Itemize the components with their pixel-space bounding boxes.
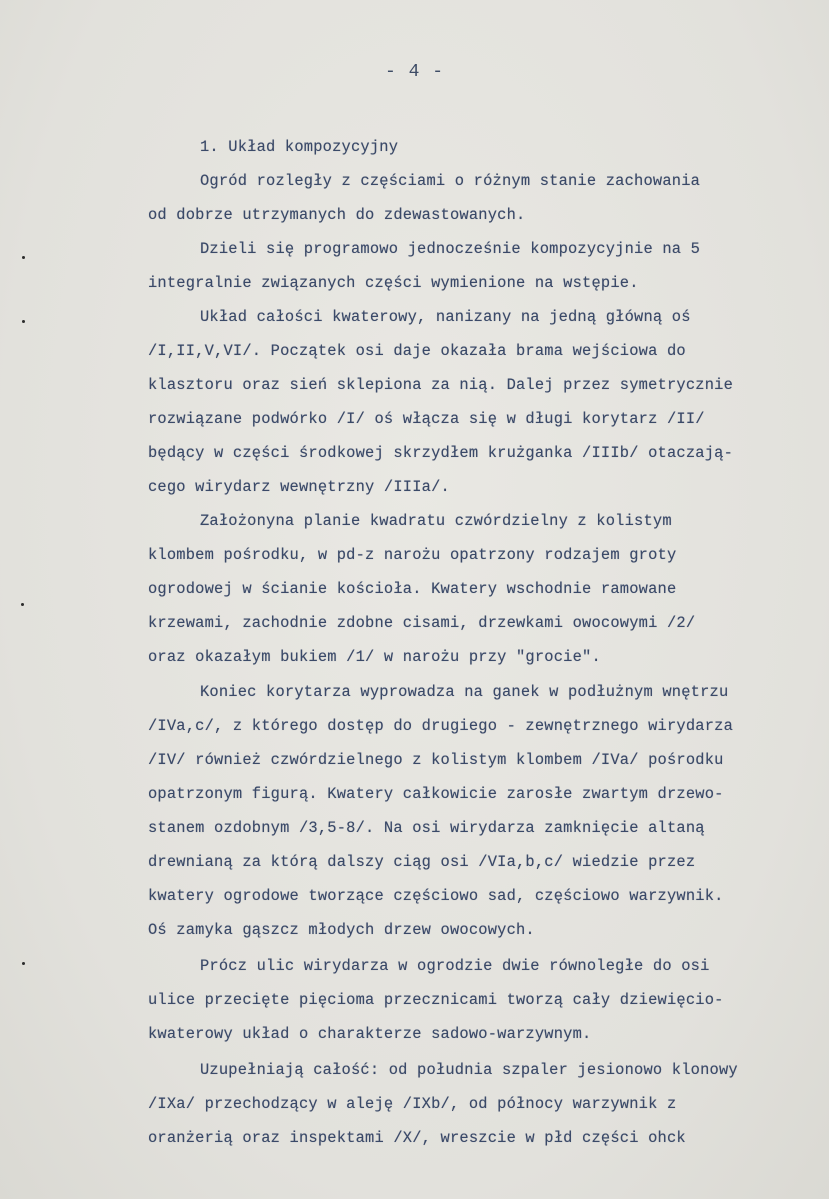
text-line: oraz okazałym bukiem /1/ w narożu przy "grocie".: [148, 648, 601, 666]
text-line: Koniec korytarza wyprowadza na ganek w podłużnym wnętrzu: [200, 683, 729, 701]
text-line: drewnianą za którą dalszy ciąg osi /VIa,b,c/ wiedzie przez: [148, 853, 696, 871]
text-line: rozwiązane podwórko /I/ oś włącza się w długi korytarz /II/: [148, 410, 705, 428]
text-line: Dzieli się programowo jednocześnie kompozycyjnie na 5: [200, 240, 701, 258]
text-line: od dobrze utrzymanych do zdewastowanych.: [148, 206, 526, 224]
page-number: - 4 -: [384, 62, 444, 82]
text-line: ulice przecięte pięcioma przecznicami tworzą cały dziewięcio-: [148, 991, 724, 1009]
text-line: integralnie związanych części wymienione na wstępie.: [148, 274, 639, 292]
text-line: Prócz ulic wirydarza w ogrodzie dwie równoległe do osi: [200, 957, 710, 975]
text-line: /IXa/ przechodzący w aleję /IXb/, od północy warzywnik z: [148, 1095, 677, 1113]
text-line: ogrodowej w ścianie kościoła. Kwatery wschodnie ramowane: [148, 580, 677, 598]
text-line: klombem pośrodku, w pd-z narożu opatrzony rodzajem groty: [148, 546, 677, 564]
text-line: Ogród rozległy z częściami o różnym stanie zachowania: [200, 172, 701, 190]
text-line: cego wirydarz wewnętrzny /IIIa/.: [148, 478, 450, 496]
text-line: kwaterowy układ o charakterze sadowo-warzywnym.: [148, 1025, 592, 1043]
text-line: Oś zamyka gąszcz młodych drzew owocowych.: [148, 921, 535, 939]
text-line: Układ całości kwaterowy, nanizany na jedną główną oś: [200, 308, 691, 326]
text-line: krzewami, zachodnie zdobne cisami, drzewkami owocowymi /2/: [148, 614, 696, 632]
text-line: stanem ozdobnym /3,5-8/. Na osi wirydarza zamknięcie altaną: [148, 819, 705, 837]
scan-speck: [22, 320, 25, 323]
scan-speck: [22, 962, 25, 965]
text-line: klasztoru oraz sień sklepiona za nią. Dalej przez symetrycznie: [148, 376, 734, 394]
text-line: /IV/ również czwórdzielnego z kolistym klombem /IVa/ pośrodku: [148, 751, 724, 769]
text-line: opatrzonym figurą. Kwatery całkowicie zarosłe zwartym drzewo-: [148, 785, 724, 803]
text-line: /IVa,c/, z którego dostęp do drugiego - zewnętrznego wirydarza: [148, 717, 734, 735]
text-line: będący w części środkowej skrzydłem krużganka /IIIb/ otaczają-: [148, 444, 734, 462]
text-line: Założonyna planie kwadratu czwórdzielny z kolistym: [200, 512, 672, 530]
scan-speck: [21, 603, 24, 606]
text-line: kwatery ogrodowe tworzące częściowo sad, częściowo warzywnik.: [148, 887, 724, 905]
section-heading: 1. Układ kompozycyjny: [200, 138, 399, 156]
text-line: Uzupełniają całość: od południa szpaler jesionowo klonowy: [200, 1061, 738, 1079]
text-line: /I,II,V,VI/. Początek osi daje okazała brama wejściowa do: [148, 342, 686, 360]
scan-speck: [22, 256, 25, 259]
text-line: oranżerią oraz inspektami /X/, wreszcie w płd części ohck: [148, 1129, 686, 1147]
